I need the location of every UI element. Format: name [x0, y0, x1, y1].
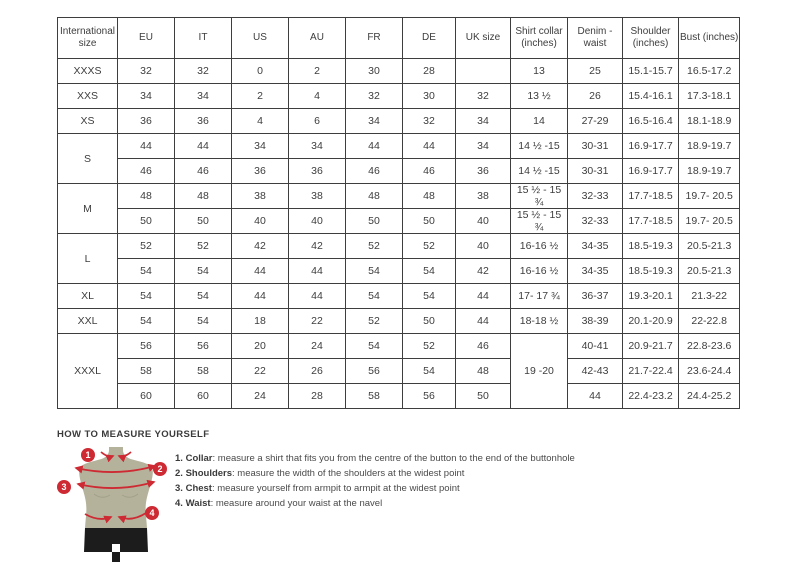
size-cell: XXL	[58, 309, 118, 334]
size-cell: 38	[232, 184, 289, 209]
size-cell: 54	[346, 334, 403, 359]
size-cell: 36	[232, 159, 289, 184]
size-cell: 56	[175, 334, 232, 359]
measure-instructions-list	[175, 444, 575, 511]
item-term: Waist	[185, 498, 211, 509]
size-cell: 44	[118, 134, 175, 159]
measure-heading: HOW TO MEASURE YOURSELF	[57, 429, 210, 440]
size-cell: 56	[346, 359, 403, 384]
size-cell: L	[58, 234, 118, 284]
size-cell: 22	[232, 359, 289, 384]
size-cell: 54	[346, 284, 403, 309]
size-cell: 34	[232, 134, 289, 159]
size-cell: 34	[346, 109, 403, 134]
size-cell: 54	[403, 359, 456, 384]
size-cell: 32-33	[568, 209, 623, 234]
table-row	[58, 84, 740, 109]
size-cell: 40-41	[568, 334, 623, 359]
size-cell: 24	[289, 334, 346, 359]
size-cell: 22	[289, 309, 346, 334]
size-cell: XXXL	[58, 334, 118, 409]
size-cell: 44	[232, 284, 289, 309]
size-cell: 58	[175, 359, 232, 384]
size-cell: 50	[346, 209, 403, 234]
col-header-shirt-collar: Shirt collar (inches)	[511, 18, 568, 59]
size-cell: XXS	[58, 84, 118, 109]
size-cell: 18-18 ½	[511, 309, 568, 334]
size-cell: 22.8-23.6	[679, 334, 740, 359]
size-cell: 42	[456, 259, 511, 284]
size-cell: XXXS	[58, 59, 118, 84]
size-cell: 54	[403, 284, 456, 309]
size-cell: 34	[175, 84, 232, 109]
size-cell: 54	[175, 259, 232, 284]
measure-item-chest	[175, 481, 575, 496]
size-cell: 46	[118, 159, 175, 184]
item-number: 4.	[175, 498, 183, 509]
size-cell: 23.6-24.4	[679, 359, 740, 384]
size-cell: 34	[456, 134, 511, 159]
size-cell: 50	[456, 384, 511, 409]
size-cell: 58	[346, 384, 403, 409]
size-cell: 15.4-16.1	[623, 84, 679, 109]
size-cell: 36	[118, 109, 175, 134]
item-number: 3.	[175, 483, 183, 494]
size-cell: 44	[346, 134, 403, 159]
size-cell: 44	[456, 284, 511, 309]
size-cell: 19.3-20.1	[623, 284, 679, 309]
marker-badge-waist: 4	[145, 506, 159, 520]
size-cell: 44	[175, 134, 232, 159]
size-cell: 20	[232, 334, 289, 359]
size-cell: 14 ½ -15	[511, 159, 568, 184]
table-row	[58, 184, 740, 209]
size-cell: 34	[456, 109, 511, 134]
size-cell: 50	[118, 209, 175, 234]
size-cell: 40	[289, 209, 346, 234]
size-cell: 40	[456, 209, 511, 234]
table-row	[58, 259, 740, 284]
size-cell: 48	[403, 184, 456, 209]
size-cell: 52	[346, 234, 403, 259]
size-cell: 48	[175, 184, 232, 209]
col-header-us: US	[232, 18, 289, 59]
shorts-shape	[84, 528, 148, 552]
size-cell: 15 ½ - 15 ¾	[511, 184, 568, 209]
size-cell: 54	[175, 309, 232, 334]
size-cell: 15.1-15.7	[623, 59, 679, 84]
size-cell: 48	[456, 359, 511, 384]
measure-item-shoulders	[175, 466, 575, 481]
size-cell: 44	[289, 259, 346, 284]
size-cell: 13	[511, 59, 568, 84]
size-cell: 21.3-22	[679, 284, 740, 309]
size-cell: 54	[118, 284, 175, 309]
mannequin-illustration	[57, 444, 171, 566]
size-cell: XL	[58, 284, 118, 309]
item-desc: : measure around your waist at the navel	[210, 498, 383, 509]
marker-badge-chest: 3	[57, 480, 71, 494]
size-cell: 16.9-17.7	[623, 134, 679, 159]
col-header-eu: EU	[118, 18, 175, 59]
size-cell: 4	[232, 109, 289, 134]
size-cell: 2	[232, 84, 289, 109]
size-cell: S	[58, 134, 118, 184]
size-cell: 20.1-20.9	[623, 309, 679, 334]
size-cell: 18.5-19.3	[623, 259, 679, 284]
size-cell: M	[58, 184, 118, 234]
col-header-it: IT	[175, 18, 232, 59]
size-cell: 18.9-19.7	[679, 134, 740, 159]
table-row	[58, 59, 740, 84]
size-cell: 34-35	[568, 234, 623, 259]
measure-item-waist	[175, 496, 575, 511]
size-cell: 19 -20	[511, 334, 568, 409]
size-cell: 36-37	[568, 284, 623, 309]
size-cell: 30-31	[568, 159, 623, 184]
size-cell: 52	[118, 234, 175, 259]
size-cell: 6	[289, 109, 346, 134]
size-cell: 60	[175, 384, 232, 409]
size-cell: 46	[456, 334, 511, 359]
size-cell: 54	[346, 259, 403, 284]
size-cell: 38	[456, 184, 511, 209]
size-cell: 15 ½ - 15 ¾	[511, 209, 568, 234]
size-cell: 25	[568, 59, 623, 84]
size-cell: 46	[346, 159, 403, 184]
item-desc: : measure yourself from armpit to armpit at the widest point	[211, 483, 460, 494]
size-cell: XS	[58, 109, 118, 134]
size-cell: 38	[289, 184, 346, 209]
size-chart-header	[58, 18, 740, 59]
size-cell: 17.3-18.1	[679, 84, 740, 109]
size-cell: 21.7-22.4	[623, 359, 679, 384]
item-term: Collar	[185, 453, 213, 464]
size-cell: 52	[403, 334, 456, 359]
size-cell: 20.5-21.3	[679, 234, 740, 259]
size-cell: 36	[456, 159, 511, 184]
item-term: Shoulders	[185, 468, 233, 479]
size-cell: 28	[403, 59, 456, 84]
header-row	[58, 18, 740, 59]
size-cell: 44	[456, 309, 511, 334]
col-header-denim-waist: Denim - waist	[568, 18, 623, 59]
size-cell: 32	[456, 84, 511, 109]
size-cell: 36	[175, 109, 232, 134]
size-cell: 13 ½	[511, 84, 568, 109]
item-term: Chest	[185, 483, 212, 494]
size-cell: 50	[175, 209, 232, 234]
size-cell: 32	[175, 59, 232, 84]
size-cell: 17.7-18.5	[623, 184, 679, 209]
size-cell: 18.5-19.3	[623, 234, 679, 259]
size-cell: 27-29	[568, 109, 623, 134]
size-cell: 50	[403, 209, 456, 234]
size-cell: 34-35	[568, 259, 623, 284]
size-cell: 18.1-18.9	[679, 109, 740, 134]
size-cell: 28	[289, 384, 346, 409]
size-cell: 56	[118, 334, 175, 359]
col-header-bust: Bust (inches)	[679, 18, 740, 59]
size-cell: 18.9-19.7	[679, 159, 740, 184]
size-cell: 32	[346, 84, 403, 109]
col-header-fr: FR	[346, 18, 403, 59]
size-cell: 0	[232, 59, 289, 84]
table-row	[58, 209, 740, 234]
size-cell: 40	[456, 234, 511, 259]
size-cell: 46	[403, 159, 456, 184]
size-cell: 54	[403, 259, 456, 284]
size-cell: 30	[346, 59, 403, 84]
size-cell: 20.9-21.7	[623, 334, 679, 359]
size-cell: 36	[289, 159, 346, 184]
size-cell: 52	[403, 234, 456, 259]
col-header-shoulder: Shoulder (inches)	[623, 18, 679, 59]
size-cell: 46	[175, 159, 232, 184]
size-cell: 16.9-17.7	[623, 159, 679, 184]
table-row	[58, 234, 740, 259]
size-cell: 54	[118, 259, 175, 284]
table-row	[58, 284, 740, 309]
col-header-uk-size: UK size	[456, 18, 511, 59]
table-row	[58, 134, 740, 159]
size-cell: 44	[403, 134, 456, 159]
size-cell: 26	[568, 84, 623, 109]
size-cell: 24.4-25.2	[679, 384, 740, 409]
size-table-body	[58, 59, 740, 409]
size-cell: 58	[118, 359, 175, 384]
size-cell: 52	[175, 234, 232, 259]
table-row	[58, 159, 740, 184]
item-number: 1.	[175, 453, 183, 464]
size-cell: 50	[403, 309, 456, 334]
size-cell: 4	[289, 84, 346, 109]
size-cell: 34	[118, 84, 175, 109]
col-header-de: DE	[403, 18, 456, 59]
stand-shape	[112, 552, 120, 562]
size-cell: 22-22.8	[679, 309, 740, 334]
item-desc: : measure the width of the shoulders at the widest point	[232, 468, 465, 479]
size-cell: 14 ½ -15	[511, 134, 568, 159]
col-header-au: AU	[289, 18, 346, 59]
size-cell: 16-16 ½	[511, 259, 568, 284]
size-cell: 48	[118, 184, 175, 209]
size-cell: 54	[175, 284, 232, 309]
size-cell: 44	[232, 259, 289, 284]
marker-badge-shoulders: 2	[153, 462, 167, 476]
table-row	[58, 109, 740, 134]
size-cell: 56	[403, 384, 456, 409]
size-cell: 34	[289, 134, 346, 159]
size-cell: 14	[511, 109, 568, 134]
size-cell: 54	[118, 309, 175, 334]
size-cell: 22.4-23.2	[623, 384, 679, 409]
size-cell: 32	[403, 109, 456, 134]
size-cell: 19.7- 20.5	[679, 184, 740, 209]
measure-section	[57, 429, 677, 566]
size-cell: 42	[289, 234, 346, 259]
size-cell: 17- 17 ¾	[511, 284, 568, 309]
size-cell: 30-31	[568, 134, 623, 159]
col-header-international-size: International size	[58, 18, 118, 59]
size-cell: 26	[289, 359, 346, 384]
size-cell: 42-43	[568, 359, 623, 384]
size-cell: 40	[232, 209, 289, 234]
size-cell: 24	[232, 384, 289, 409]
table-row	[58, 359, 740, 384]
size-cell: 16-16 ½	[511, 234, 568, 259]
mannequin-figure	[57, 444, 171, 566]
size-cell: 16.5-16.4	[623, 109, 679, 134]
size-cell: 52	[346, 309, 403, 334]
table-row	[58, 309, 740, 334]
item-number: 2.	[175, 468, 183, 479]
size-cell: 17.7-18.5	[623, 209, 679, 234]
size-cell: 60	[118, 384, 175, 409]
measure-item-collar	[175, 451, 575, 466]
size-cell: 2	[289, 59, 346, 84]
marker-badge-collar: 1	[81, 448, 95, 462]
table-row	[58, 384, 740, 409]
size-cell: 44	[289, 284, 346, 309]
size-cell	[456, 59, 511, 84]
table-row	[58, 334, 740, 359]
size-cell: 30	[403, 84, 456, 109]
size-cell: 16.5-17.2	[679, 59, 740, 84]
size-cell: 48	[346, 184, 403, 209]
size-cell: 42	[232, 234, 289, 259]
size-cell: 44	[568, 384, 623, 409]
size-cell: 32	[118, 59, 175, 84]
size-cell: 20.5-21.3	[679, 259, 740, 284]
size-cell: 32-33	[568, 184, 623, 209]
size-chart-table	[57, 17, 740, 409]
size-cell: 19.7- 20.5	[679, 209, 740, 234]
size-cell: 38-39	[568, 309, 623, 334]
size-cell: 18	[232, 309, 289, 334]
item-desc: : measure a shirt that fits you from the centre of the button to the end of the buttonhole	[212, 453, 575, 464]
